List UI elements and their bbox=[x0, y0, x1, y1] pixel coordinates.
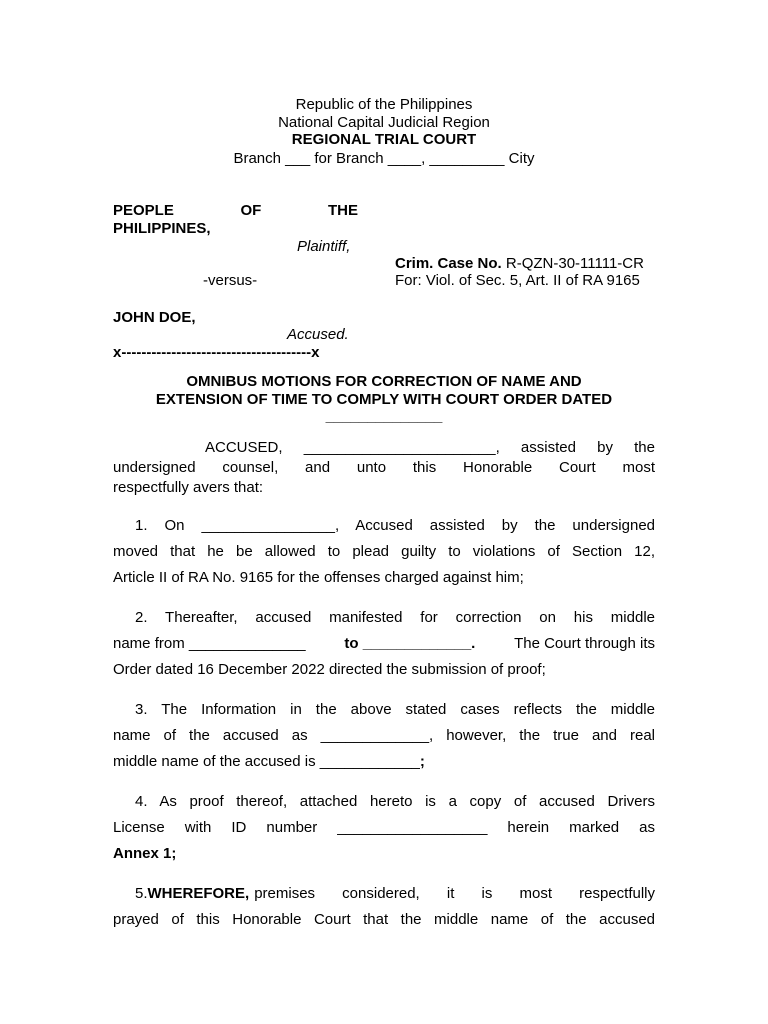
caption-separator: x--------------------------------------x bbox=[113, 344, 320, 361]
paragraph-line: 2. Thereafter, accused manifested for correction on his middle bbox=[135, 609, 655, 626]
paragraph-line bbox=[113, 749, 655, 775]
caption-the-word: THE bbox=[327, 202, 358, 219]
caption-people-line bbox=[113, 202, 358, 220]
title-line-1: OMNIBUS MOTIONS FOR CORRECTION OF NAME AND bbox=[186, 373, 582, 390]
paragraph-line: 1. On ________________, Accused assisted by the undersigned bbox=[135, 517, 655, 534]
case-label: Crim. Case No. bbox=[395, 255, 502, 272]
paragraph-line: moved that he be allowed to plead guilty to violations of Section 12, bbox=[113, 543, 655, 560]
paragraph-line: Article II of RA No. 9165 for the offenses charged against him; bbox=[113, 569, 524, 586]
caption-plaintiff: Plaintiff, bbox=[297, 238, 351, 255]
paragraph-line: prayed of this Honorable Court that the middle name of the accused bbox=[113, 911, 655, 928]
intro-line-1: ACCUSED, _______________________, assisted by the bbox=[205, 439, 655, 456]
intro-line-3: respectfully avers that: bbox=[113, 479, 264, 496]
caption-philippines: PHILIPPINES, bbox=[113, 220, 211, 237]
caption-of-word: OF bbox=[240, 202, 262, 219]
paragraph-segment-bold: ; bbox=[419, 753, 425, 770]
paragraph-segment: premises considered, it is most respectfully bbox=[254, 885, 655, 902]
caption-accused-label: Accused. bbox=[287, 326, 349, 343]
paragraph-line: 3. The Information in the above stated cases reflects the middle bbox=[135, 701, 655, 718]
paragraph-4 bbox=[113, 789, 655, 867]
paragraph-line bbox=[113, 881, 655, 907]
caption-accused-name: JOHN DOE, bbox=[113, 309, 196, 326]
paragraph-line bbox=[113, 631, 655, 657]
case-for: For: Viol. of Sec. 5, Art. II of RA 9165 bbox=[395, 272, 640, 289]
case-number-line bbox=[395, 255, 644, 273]
paragraph-1 bbox=[113, 513, 655, 591]
paragraph-line: Order dated 16 December 2022 directed the submission of proof; bbox=[113, 661, 546, 678]
header-region: National Capital Judicial Region bbox=[278, 114, 490, 131]
paragraph-line: name of the accused as _____________, however, the true and real bbox=[113, 727, 655, 744]
header-branch: Branch ___ for Branch ____, _________ City bbox=[233, 150, 535, 167]
title-line-2: EXTENSION OF TIME TO COMPLY WITH COURT ORDER DATED bbox=[155, 391, 613, 408]
paragraph-segment: middle name of the accused is ____________ bbox=[113, 753, 420, 770]
paragraph-line: License with ID number __________________ herein marked as bbox=[113, 819, 655, 836]
caption-versus: -versus- bbox=[203, 272, 258, 289]
title-line-3: ______________ bbox=[325, 408, 443, 425]
paragraph-2 bbox=[113, 605, 655, 683]
paragraph-segment: 5. bbox=[135, 885, 148, 902]
caption-people-word: PEOPLE bbox=[113, 202, 174, 219]
paragraph-segment: name from ______________ bbox=[113, 635, 306, 652]
paragraph-5 bbox=[113, 881, 655, 933]
paragraph-line: 4. As proof thereof, attached hereto is a copy of accused Drivers bbox=[135, 793, 655, 810]
paragraph-line-bold: Annex 1; bbox=[113, 845, 177, 862]
paragraph-segment-bold: WHEREFORE, bbox=[147, 885, 250, 902]
header-republic: Republic of the Philippines bbox=[295, 96, 473, 113]
paragraph-segment: The Court through its bbox=[514, 635, 655, 652]
paragraph-3 bbox=[113, 697, 655, 775]
case-number: R-QZN-30-11111-CR bbox=[501, 255, 644, 272]
paragraph-segment-bold: to _____________. bbox=[344, 635, 476, 652]
header-court: REGIONAL TRIAL COURT bbox=[291, 131, 477, 148]
intro-line-2: undersigned counsel, and unto this Honorable Court most bbox=[113, 459, 655, 476]
